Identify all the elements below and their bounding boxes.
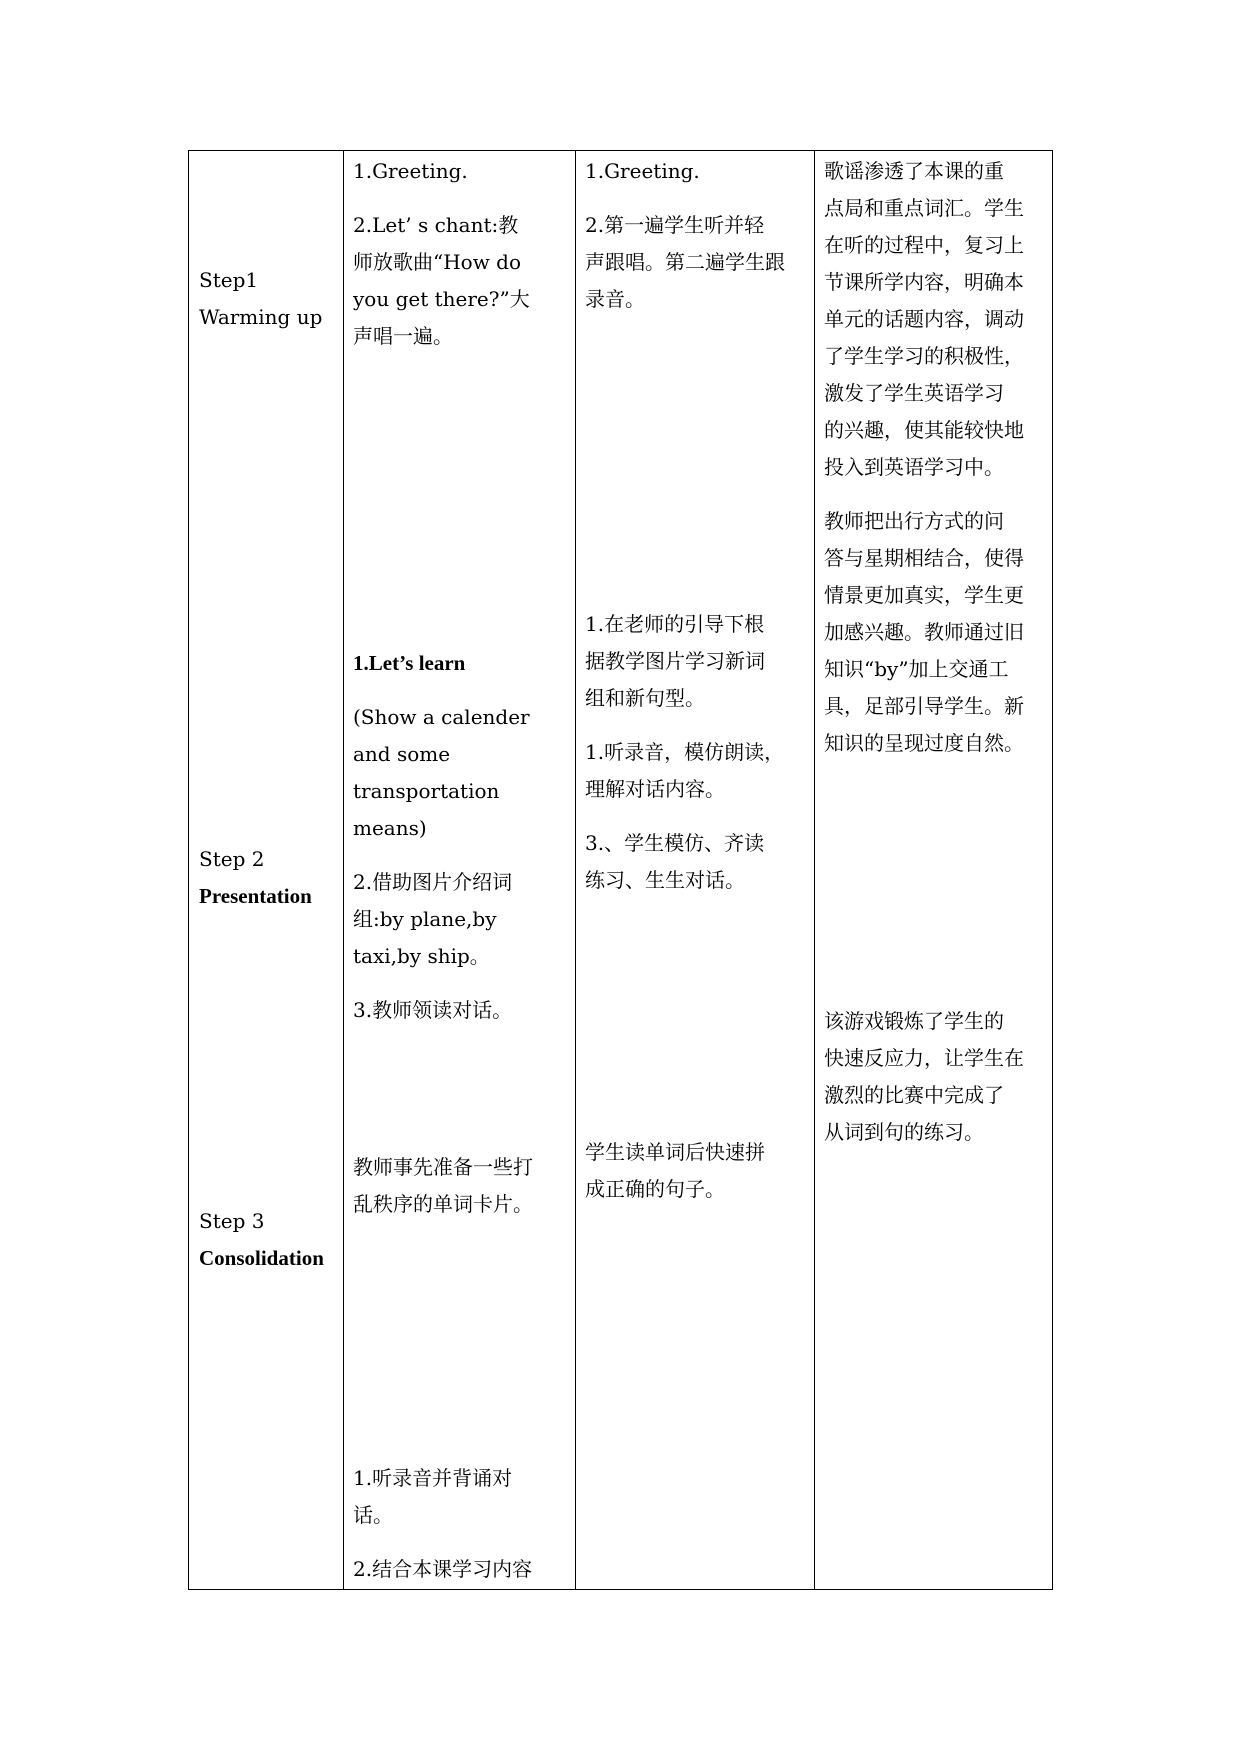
student-learn-line: 组和新句型。	[585, 686, 705, 710]
teacher-homework-line: 话。	[353, 1503, 393, 1527]
step2-title: Presentation	[199, 884, 312, 908]
purpose-warmup-line: 了学生学习的积极性，	[824, 344, 1024, 368]
student-chant-line: 录音。	[585, 287, 645, 311]
purpose-warmup-line: 激发了学生英语学习	[824, 381, 1004, 405]
step3-title: Consolidation	[199, 1246, 324, 1270]
student-sentence-line: 成正确的句子。	[585, 1177, 725, 1201]
teacher-show-line: (Show a calender	[353, 705, 530, 729]
purpose-presentation-line: 答与星期相结合，使得	[824, 546, 1024, 570]
teacher-homework-line: 1.听录音并背诵对	[353, 1466, 513, 1490]
purpose-presentation-line: 情景更加真实，学生更	[824, 583, 1024, 607]
purpose-presentation-line: 具，足部引导学生。新	[824, 694, 1024, 718]
teacher-cards-line: 乱秩序的单词卡片。	[353, 1192, 533, 1216]
step3-label: Step 3	[199, 1209, 265, 1233]
purpose-game-line: 快速反应力，让学生在	[824, 1046, 1024, 1070]
student-chant-line: 声跟唱。第二遍学生跟	[585, 250, 785, 274]
teacher-phrases-line: 组:by plane,by	[353, 907, 497, 931]
teacher-show-line: transportation	[353, 779, 500, 803]
purpose-warmup-line: 在听的过程中，复习上	[824, 233, 1024, 257]
teacher-phrases-line: taxi,by ship。	[353, 944, 490, 968]
purpose-warmup-line: 歌谣渗透了本课的重	[824, 159, 1004, 183]
purpose-warmup-line: 单元的话题内容，调动	[824, 307, 1024, 331]
teacher-cards-line: 教师事先准备一些打	[353, 1155, 533, 1179]
teacher-phrases-line: 2.借助图片介绍词	[353, 870, 513, 894]
student-listen-line: 1.听录音，模仿朗读，	[585, 740, 785, 764]
student-greeting: 1.Greeting.	[585, 159, 700, 183]
purpose-presentation-line: 知识的呈现过度自然。	[824, 731, 1024, 755]
purpose-presentation-line: 加感兴趣。教师通过旧	[824, 620, 1024, 644]
purpose-warmup-line: 点局和重点词汇。学生	[824, 196, 1024, 220]
step2-label: Step 2	[199, 847, 265, 871]
teacher-lead-reading: 3.教师领读对话。	[353, 998, 513, 1022]
column-divider-2	[575, 151, 576, 1589]
teacher-chant-line: 2.Let’ s chant:教	[353, 213, 519, 237]
student-practice-line: 练习、生生对话。	[585, 868, 745, 892]
student-sentence-line: 学生读单词后快速拼	[585, 1140, 765, 1164]
student-learn-line: 1.在老师的引导下根	[585, 612, 765, 636]
teacher-lets-learn: 1.Let’s learn	[353, 651, 466, 675]
column-divider-3	[814, 151, 815, 1589]
purpose-game-line: 该游戏锻炼了学生的	[824, 1009, 1004, 1033]
step1-title: Warming up	[199, 305, 323, 329]
teacher-chant-line: 师放歌曲“How do	[353, 250, 522, 274]
student-listen-line: 理解对话内容。	[585, 777, 725, 801]
teacher-chant-line: you get there?”大	[353, 287, 530, 311]
teacher-show-line: and some	[353, 742, 451, 766]
purpose-warmup-line: 节课所学内容，明确本	[824, 270, 1024, 294]
teacher-show-line: means)	[353, 816, 427, 840]
teacher-greeting: 1.Greeting.	[353, 159, 468, 183]
purpose-game-line: 从词到句的练习。	[824, 1120, 984, 1144]
purpose-warmup-line: 的兴趣，使其能较快地	[824, 418, 1024, 442]
column-divider-1	[343, 151, 344, 1589]
purpose-presentation-line: 知识“by”加上交通工	[824, 657, 1009, 681]
student-chant-line: 2.第一遍学生听并轻	[585, 213, 765, 237]
student-learn-line: 据教学图片学习新词	[585, 649, 765, 673]
teacher-chant-line: 声唱一遍。	[353, 324, 453, 348]
purpose-presentation-line: 教师把出行方式的问	[824, 509, 1004, 533]
purpose-game-line: 激烈的比赛中完成了	[824, 1083, 1004, 1107]
teacher-homework-line: 2.结合本课学习内容	[353, 1557, 533, 1581]
student-practice-line: 3.、学生模仿、齐读	[585, 831, 765, 855]
step1-label: Step1	[199, 268, 259, 292]
purpose-warmup-line: 投入到英语学习中。	[824, 455, 1004, 479]
